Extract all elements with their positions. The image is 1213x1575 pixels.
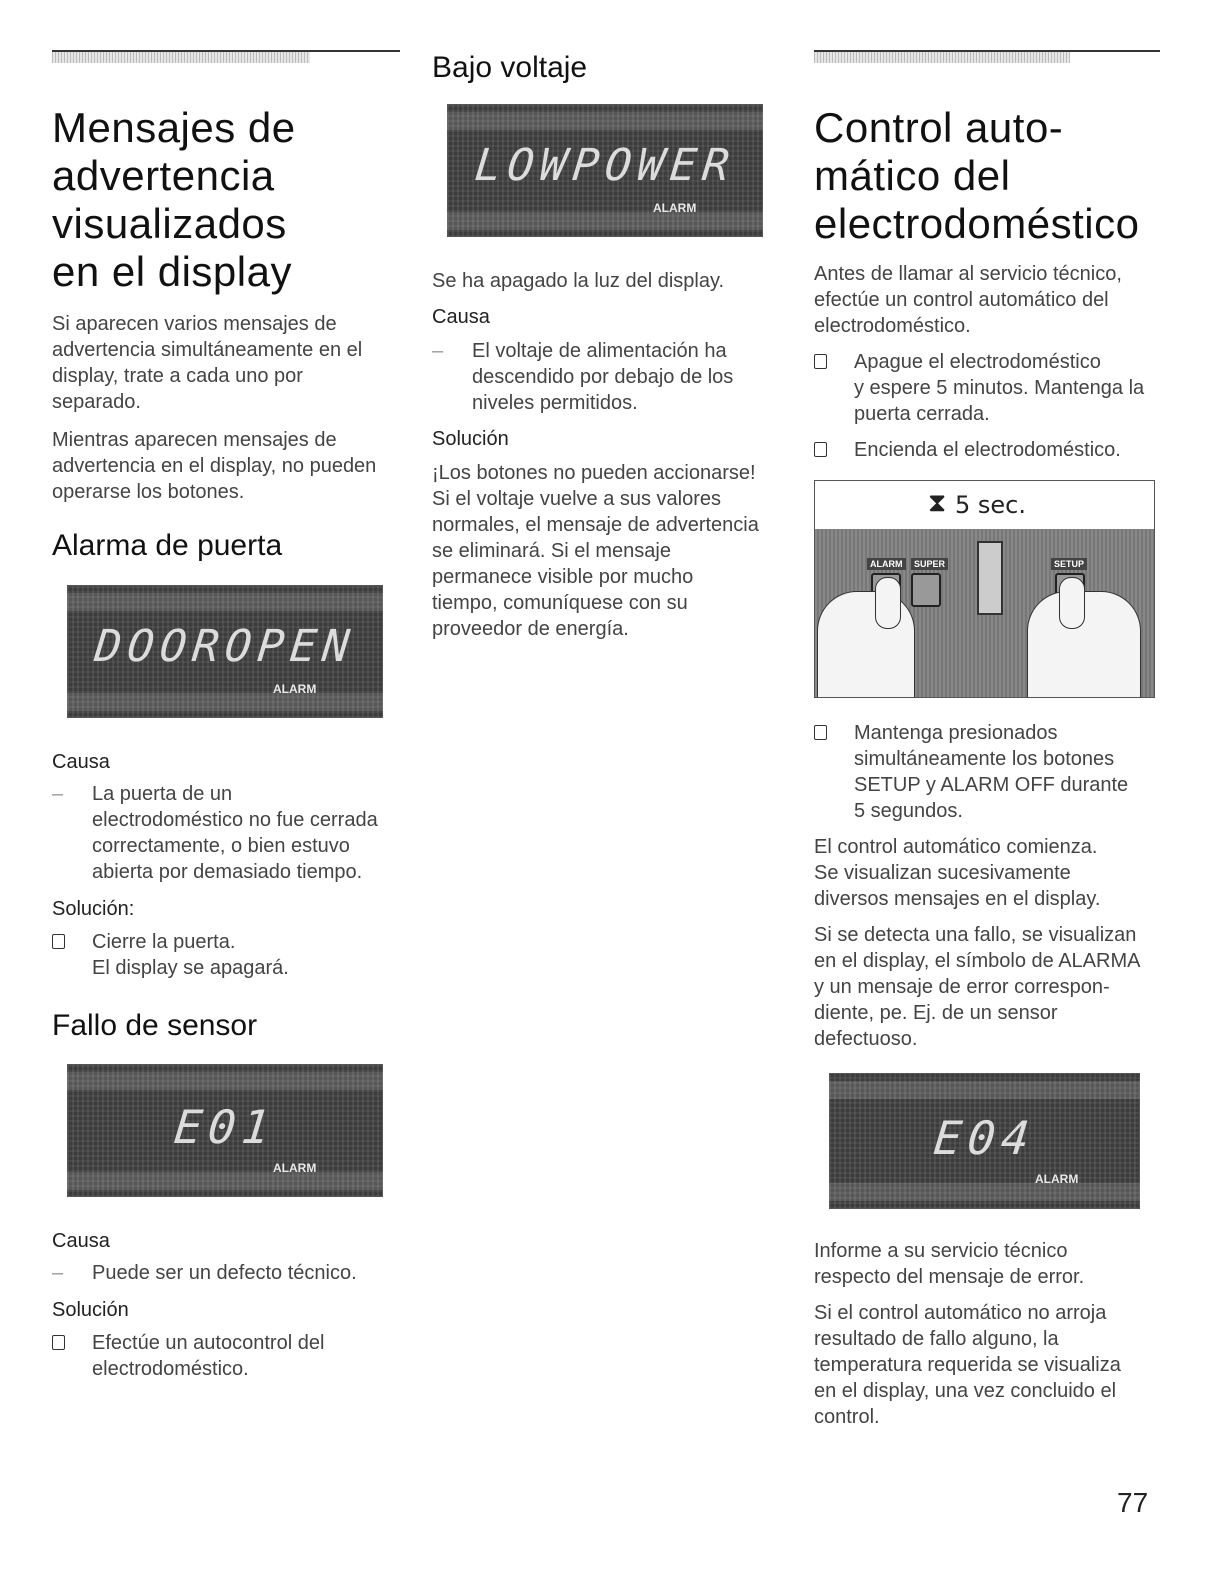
sensor-fault-heading: Fallo de sensor [52, 1009, 258, 1042]
low-voltage-description: Se ha apagado la luz del display. [432, 270, 725, 292]
text-line: Si aparecen varios mensajes de [52, 313, 337, 335]
checkbox-icon [52, 1335, 65, 1350]
list-item: Cierre la puerta. El display se apagará. [52, 929, 412, 981]
paragraph: Si se detecta una fallo, se visualizan en el display, el símbolo de ALARMA y un mensaje de error correspon- diente, pe. Ej. de un sensor defectuoso. [814, 924, 1141, 1050]
top-rule-left [52, 50, 400, 52]
right-finger-icon [1059, 577, 1085, 629]
list-item: – La puerta de un electrodoméstico no fue cerrada correctamente, o bien estuvo abierta por demasiado tiempo. [52, 783, 378, 883]
solucion-label: Solución: [52, 898, 135, 920]
display-segment-text: E04 [931, 1111, 1038, 1165]
display-segment-text: DOOROPEN [92, 621, 358, 672]
checkbox-icon [814, 354, 827, 369]
text-line: separado. [52, 391, 141, 413]
alarm-button-label: ALARM [867, 558, 906, 570]
door-alarm-heading: Alarma de puerta [52, 529, 283, 562]
causa-list [52, 781, 412, 885]
text-line: Mientras aparecen mensajes de [52, 429, 337, 451]
super-button [911, 573, 941, 607]
list-item: Encienda el electrodoméstico. [814, 437, 1174, 463]
hands-pressing-buttons-illustration [814, 480, 1155, 698]
alarm-label: ALARM [273, 1161, 317, 1175]
text-line: display, trate a cada uno por [52, 365, 303, 387]
page-title-line: visualizados [52, 200, 287, 247]
text-line: advertencia simultáneamente en el [52, 339, 363, 361]
paragraph: Informe a su servicio técnico respecto del mensaje de error. [814, 1240, 1085, 1288]
checkbox-icon [52, 934, 65, 949]
solucion-label: Solución [432, 428, 509, 450]
display-segment-text: E01 [171, 1100, 279, 1154]
causa-list [52, 1260, 412, 1286]
solucion-paragraph: ¡Los botones no pueden accionarse! Si el voltaje vuelve a sus valores normales, el mensaje de advertencia se eliminará. Si el mensaje permanece visible por mucho tiempo, comuníquese con su proveedor de energía. [432, 462, 759, 640]
list-item: – El voltaje de alimentación ha descendido por debajo de los niveles permitidos. [432, 340, 734, 414]
display-door-open [67, 585, 383, 718]
alarm-label: ALARM [273, 682, 317, 696]
solucion-list [52, 1330, 412, 1382]
list-item: Mantenga presionados simultáneamente los botones SETUP y ALARM OFF durante 5 segundos. [814, 720, 1174, 824]
display-low-power [447, 104, 763, 237]
list-item: – Puede ser un defecto técnico. [52, 1262, 357, 1284]
title-line: electrodoméstico [814, 200, 1140, 247]
page-title-line: Mensajes de [52, 104, 296, 151]
slider-element [977, 541, 1003, 615]
display-sensor-error [67, 1064, 383, 1197]
top-rule-right [814, 50, 1160, 52]
page-title-line: en el display [52, 248, 292, 295]
timer-label: 5 sec. [955, 491, 1026, 519]
alarm-label: ALARM [1035, 1172, 1079, 1186]
title-line: Control auto- [814, 104, 1064, 151]
paragraph: El control automático comienza. Se visualizan sucesivamente diversos mensajes en el display. [814, 836, 1101, 910]
text-line: operarse los botones. [52, 481, 245, 503]
low-voltage-heading: Bajo voltaje [432, 51, 588, 84]
checkbox-icon [814, 725, 827, 740]
step-list [814, 349, 1174, 463]
title-line: mático del [814, 152, 1011, 199]
page-title [52, 104, 296, 296]
super-button-label: SUPER [911, 558, 948, 570]
alarm-label: ALARM [653, 201, 697, 215]
paragraph: Si el control automático no arroja resultado de fallo alguno, la temperatura requerida se visualiza en el display, una vez concluido el control. [814, 1302, 1121, 1428]
intro-paragraph-1 [52, 311, 412, 415]
auto-control-title [814, 104, 1139, 248]
display-error-e04 [829, 1073, 1140, 1209]
page-number: 77 [1117, 1487, 1149, 1518]
text-line: advertencia en el display, no pueden [52, 455, 377, 477]
causa-label: Causa [52, 1230, 110, 1252]
list-item: Efectúe un autocontrol del electrodoméstico. [52, 1330, 412, 1382]
causa-label: Causa [432, 306, 490, 328]
page-title-line: advertencia [52, 152, 275, 199]
checkbox-icon [814, 442, 827, 457]
list-item: Apague el electrodoméstico y espere 5 minutos. Mantenga la puerta cerrada. [814, 349, 1174, 427]
causa-label: Causa [52, 751, 110, 773]
intro-paragraph-2 [52, 427, 412, 505]
hourglass-icon: ⧗ [928, 487, 947, 517]
display-segment-text: LOWPOWER [472, 140, 738, 191]
solucion-list [52, 929, 412, 981]
step-list-2 [814, 720, 1174, 824]
causa-list [432, 338, 792, 416]
setup-button-label: SETUP [1051, 558, 1087, 570]
left-finger-icon [875, 577, 901, 629]
solucion-label: Solución [52, 1299, 129, 1321]
auto-control-intro: Antes de llamar al servicio técnico, efectúe un control automático del electrodoméstico. [814, 263, 1122, 337]
